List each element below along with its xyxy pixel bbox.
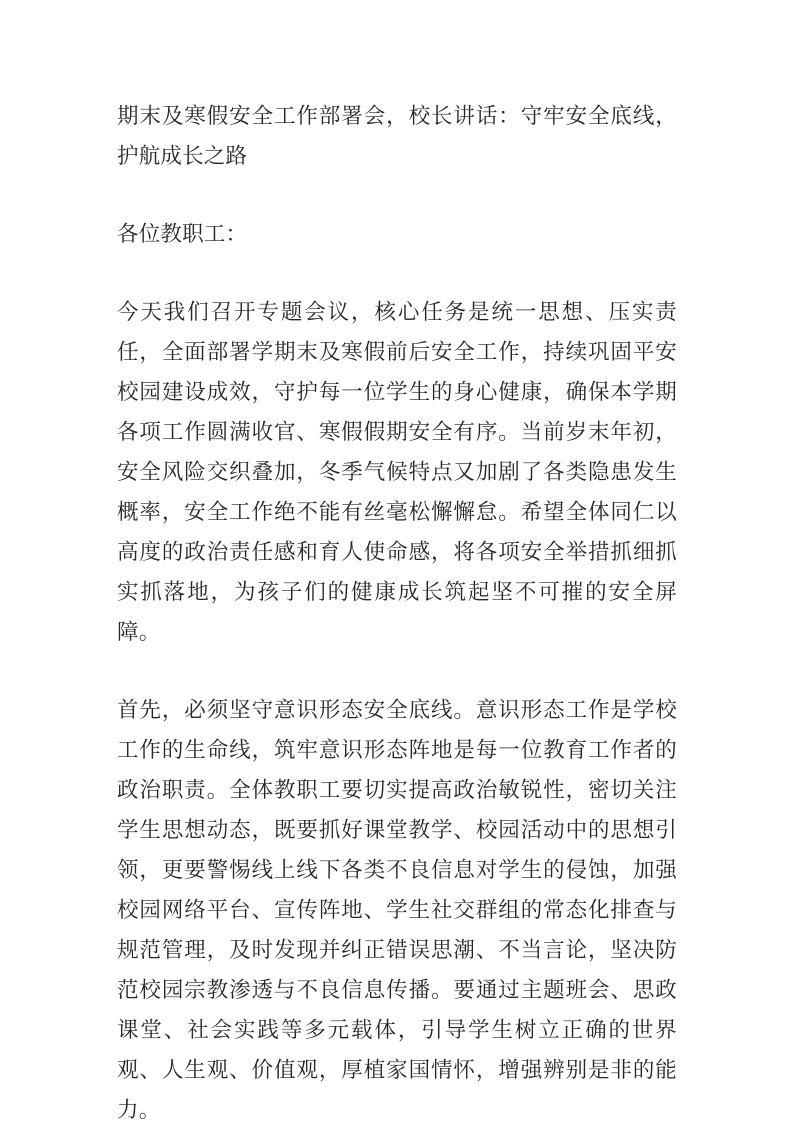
document-paragraph-1: 今天我们召开专题会议，核心任务是统一思想、压实责任，全面部署学期末及寒假前后安全工作，持续巩固平安校园建设成效，守护每一位学生的身心健康，确保本学期各项工作圆满收官、寒假假期安全有序。当前岁末年初，安全风险交织叠加，冬季气候特点又加剧了各类隐患发生概率，安全工作绝不能有丝毫松懈懈怠。希望全体同仁以高度的政治责任感和育人使命感，将各项安全举措抓细抓实抓落地，为孩子们的健康成长筑起坚不可摧的安全屏障。 [117, 300, 677, 644]
document-body [117, 96, 677, 1122]
document-salutation: 各位教职工： [117, 222, 248, 246]
document-title: 期末及寒假安全工作部署会，校长讲话：守牢安全底线，护航成长之路 [117, 104, 677, 168]
document-paragraph-2: 首先，必须坚守意识形态安全底线。意识形态工作是学校工作的生命线，筑牢意识形态阵地是每一位教育工作者的政治职责。全体教职工要切实提高政治敏锐性，密切关注学生思想动态，既要抓好课堂教学、校园活动中的思想引领，更要警惕线上线下各类不良信息对学生的侵蚀，加强校园网络平台、宣传阵地、学生社交群组的常态化排查与规范管理，及时发现并纠正错误思潮、不当言论，坚决防范校园宗教渗透与不良信息传播。要通过主题班会、思政课堂、社会实践等多元载体，引导学生树立正确的世界观、人生观、价值观，厚植家国情怀，增强辨别是非的能力。 [117, 698, 677, 1122]
